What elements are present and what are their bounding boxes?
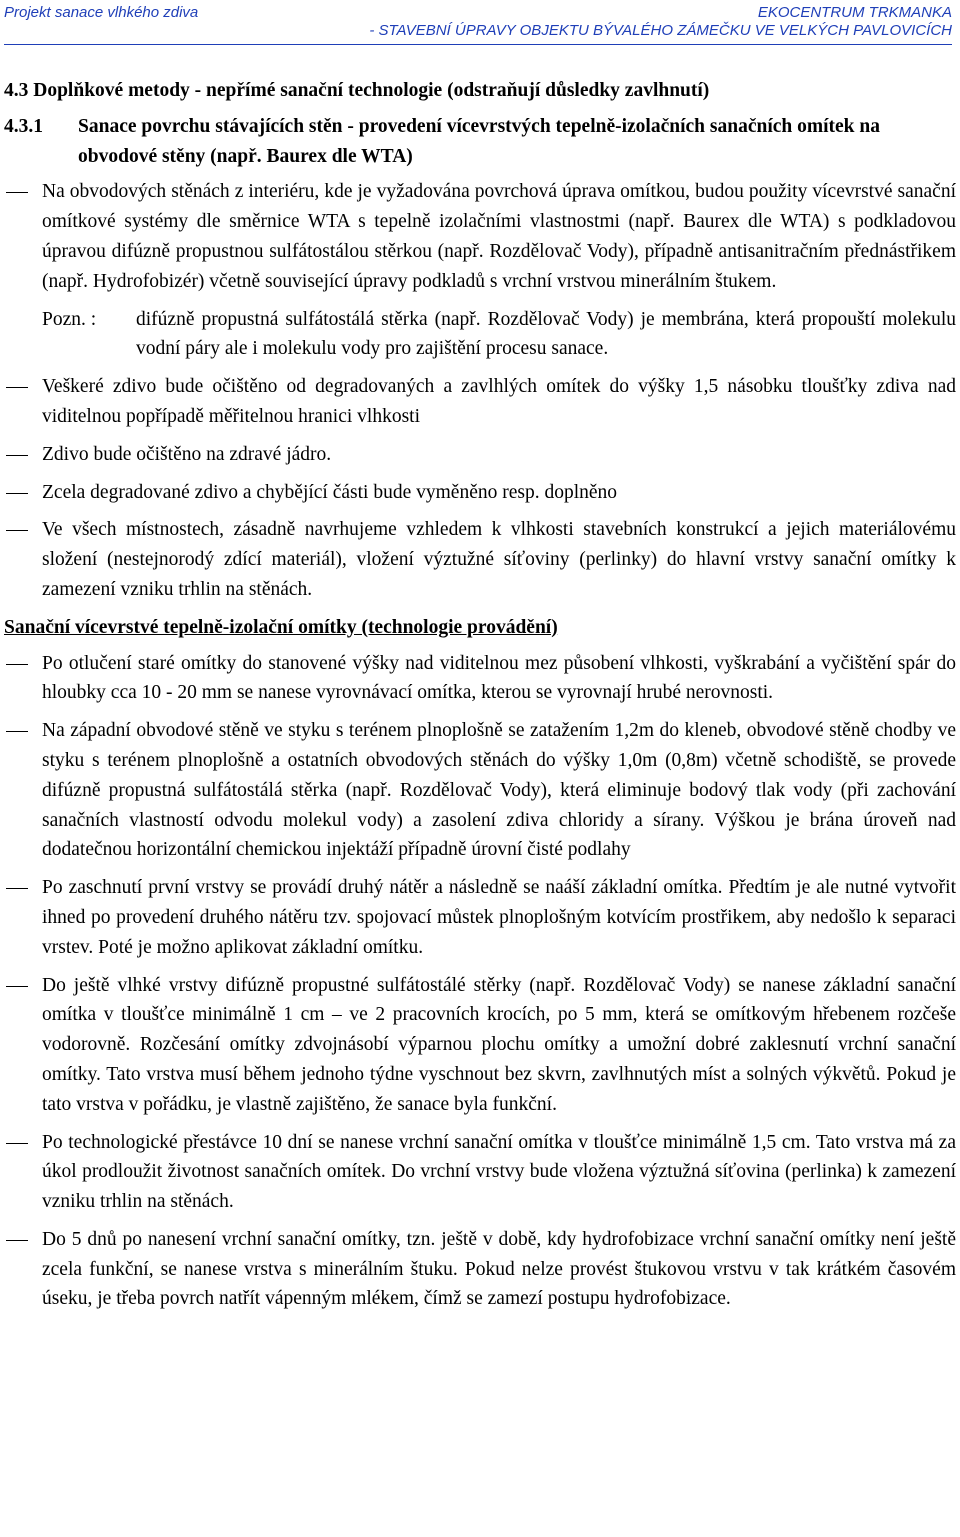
list-item — [4, 873, 956, 962]
dash-bullet — [4, 478, 42, 508]
header-project-subtitle: - STAVEBNÍ ÚPRAVY OBJEKTU BÝVALÉHO ZÁMEČKU VE VELKÝCH PAVLOVICÍCH — [369, 22, 952, 39]
dash-bullet — [4, 716, 42, 865]
list-item — [4, 649, 956, 709]
list-item — [4, 1128, 956, 1217]
list-item-text: Po otlučení staré omítky do stanovené výšky nad viditelnou mez působení vlhkosti, vyškrabání a vyčištění spár do hloubky cca 10 - 20 mm se nanese vyrovnávací omítka, kterou se vyrovnají hrubé nerovnosti. — [42, 652, 956, 704]
dash-bullet — [4, 177, 42, 296]
note-text: difúzně propustná sulfátostálá stěrka (např. Rozdělovač Vody) je membrána, která propouští molekulu vodní páry ale i molekulu vody pro zajištění procesu sanace. — [136, 308, 956, 360]
list-item-text: Na západní obvodové stěně ve styku s terénem plnoplošně se zatažením 1,2m do kleneb, obvodové stěně chodby ve styku s terénem plnoplošně a ostatních obvodových stěnách do výšky 1,0m (0,8m) včetně schodiště, se provede difúzně propustná sulfátostálá stěrka (např. Rozdělovač Vody), která eliminuje bodový tlak vody (při zachování sanačních vlastností odvodu molekul vody) a zasolení zdiva chloridy a sírany. Výškou je brána úroveň nad dodatečnou horizontální chemickou injektáží případně úrovní čisté podlahy — [42, 720, 956, 861]
technology-subheading: Sanační vícevrstvé tepelně-izolační omítky (technologie provádění) — [4, 616, 558, 638]
list-item — [4, 515, 956, 604]
header-org-name: EKOCENTRUM TRKMANKA — [757, 4, 952, 21]
list-item-text: Po technologické přestávce 10 dní se nanese vrchní sanační omítka v tloušťce minimálně 1,5 cm. Tato vrstva má za úkol prodloužit životnost sanačních omítek. Do vrchní vrstvy bude vložena výztužná síťovina (perlinka) k zamezení vzniku trhlin na stěnách. — [42, 1131, 956, 1213]
section-title: 4.3 Doplňkové metody - nepřímé sanační technologie (odstraňují důsledky zavlhnutí) — [4, 80, 710, 101]
list-item — [4, 177, 956, 296]
list-item-text: Zcela degradované zdivo a chybějící části bude vyměněno resp. doplněno — [42, 481, 618, 503]
list-item — [4, 971, 956, 1120]
header-divider — [4, 44, 952, 45]
list-item — [4, 478, 956, 508]
list-item — [4, 372, 956, 432]
dash-bullet — [4, 1225, 42, 1314]
list-item-text: Do 5 dnů po nanesení vrchní sanační omítky, tzn. ještě v době, kdy hydrofobizace vrchní sanační omítky není ještě zcela funkční, se nanese vrstva s minerálním štuku. Pokud nelze provést štukovou vrstvu v tak krátkém časovém úseku, je třeba povrch natřít vápenným mlékem, čímž se zamezí postupu hydrofobizace. — [42, 1228, 956, 1310]
list-item-text: Zdivo bude očištěno na zdravé jádro. — [42, 443, 332, 465]
list-item-text: Na obvodových stěnách z interiéru, kde je vyžadována povrchová úprava omítkou, budou použity vícevrstvé sanační omítkové systémy dle směrnice WTA s tepelně izolačními vlastnostmi (např. Baurex dle WTA) s podkladovou úpravou difúzně propustnou sulfátostálou stěrkou (např. Rozdělovač Vody), případně antisanitračním přednástřikem (např. Hydrofobizér) včetně související úpravy podkladů s vrchní vrstvou minerálním štukem. — [42, 181, 956, 292]
header-organization — [369, 4, 952, 40]
header-project-title: Projekt sanace vlhkého zdiva — [4, 4, 199, 21]
dash-bullet — [4, 440, 42, 470]
dash-bullet — [4, 372, 42, 432]
subsection-number: 4.3.1 — [4, 115, 43, 137]
document-body — [4, 76, 956, 1322]
list-item — [4, 440, 956, 470]
subsection-title: Sanace povrchu stávajících stěn - provedení vícevrstvých tepelně-izolačních sanačních omítek na obvodové stěny (např. Baurex dle WTA) — [78, 115, 880, 167]
dash-bullet — [4, 873, 42, 962]
note — [42, 305, 956, 365]
list-item-text: Ve všech místnostech, zásadně navrhujeme vzhledem k vlhkosti stavebních konstrukcí a jejich materiálovému složení (nestejnorodý zdící materiál), vložení výztužné síťoviny (perlinky) do hlavní vrstvy sanační omítky k zamezení vzniku trhlin na stěnách. — [42, 519, 956, 600]
dash-bullet — [4, 515, 42, 604]
list-item — [4, 716, 956, 865]
dash-bullet — [4, 1128, 42, 1217]
list-item-text: Do ještě vlhké vrstvy difúzně propustné sulfátostálé stěrky (např. Rozdělovač Vody) se nanese základní sanační omítka v tloušťce minimálně 1 cm – ve 2 pracovních krocích, po 5 mm, která se omítkovým hřebenem rozčeše vodorovně. Rozčesání omítky zdvojnásobí výparnou plochu omítky a umožní dobré zaklesnutí vrchní sanační omítky. Tato vrstva musí během jednoho týdne vyschnout bez skvrn, zavlhnutých míst a solných výkvětů. Pokud je tato vrstva v pořádku, je vlastně zajištěno, že sanace byla funkční. — [42, 974, 956, 1115]
note-label: Pozn. : — [42, 308, 97, 330]
list-item-text: Po zaschnutí první vrstvy se provádí druhý nátěr a následně se naáší základní omítka. Předtím je ale nutné vytvořit ihned po provedení druhého nátěru tzv. spojovací můstek plnoplošným kotvícím prostřikem, aby nedošlo k separaci vrstev. Poté je možno aplikovat základní omítku. — [42, 877, 956, 958]
list-item-text: Veškeré zdivo bude očištěno od degradovaných a zavlhlých omítek do výšky 1,5 násobku tloušťky zdiva nad viditelnou popřípadě měřitelnou hranici vlhkosti — [42, 376, 956, 427]
dash-bullet — [4, 649, 42, 709]
list-item — [4, 1225, 956, 1314]
subsection-heading — [4, 112, 956, 172]
dash-bullet — [4, 971, 42, 1120]
